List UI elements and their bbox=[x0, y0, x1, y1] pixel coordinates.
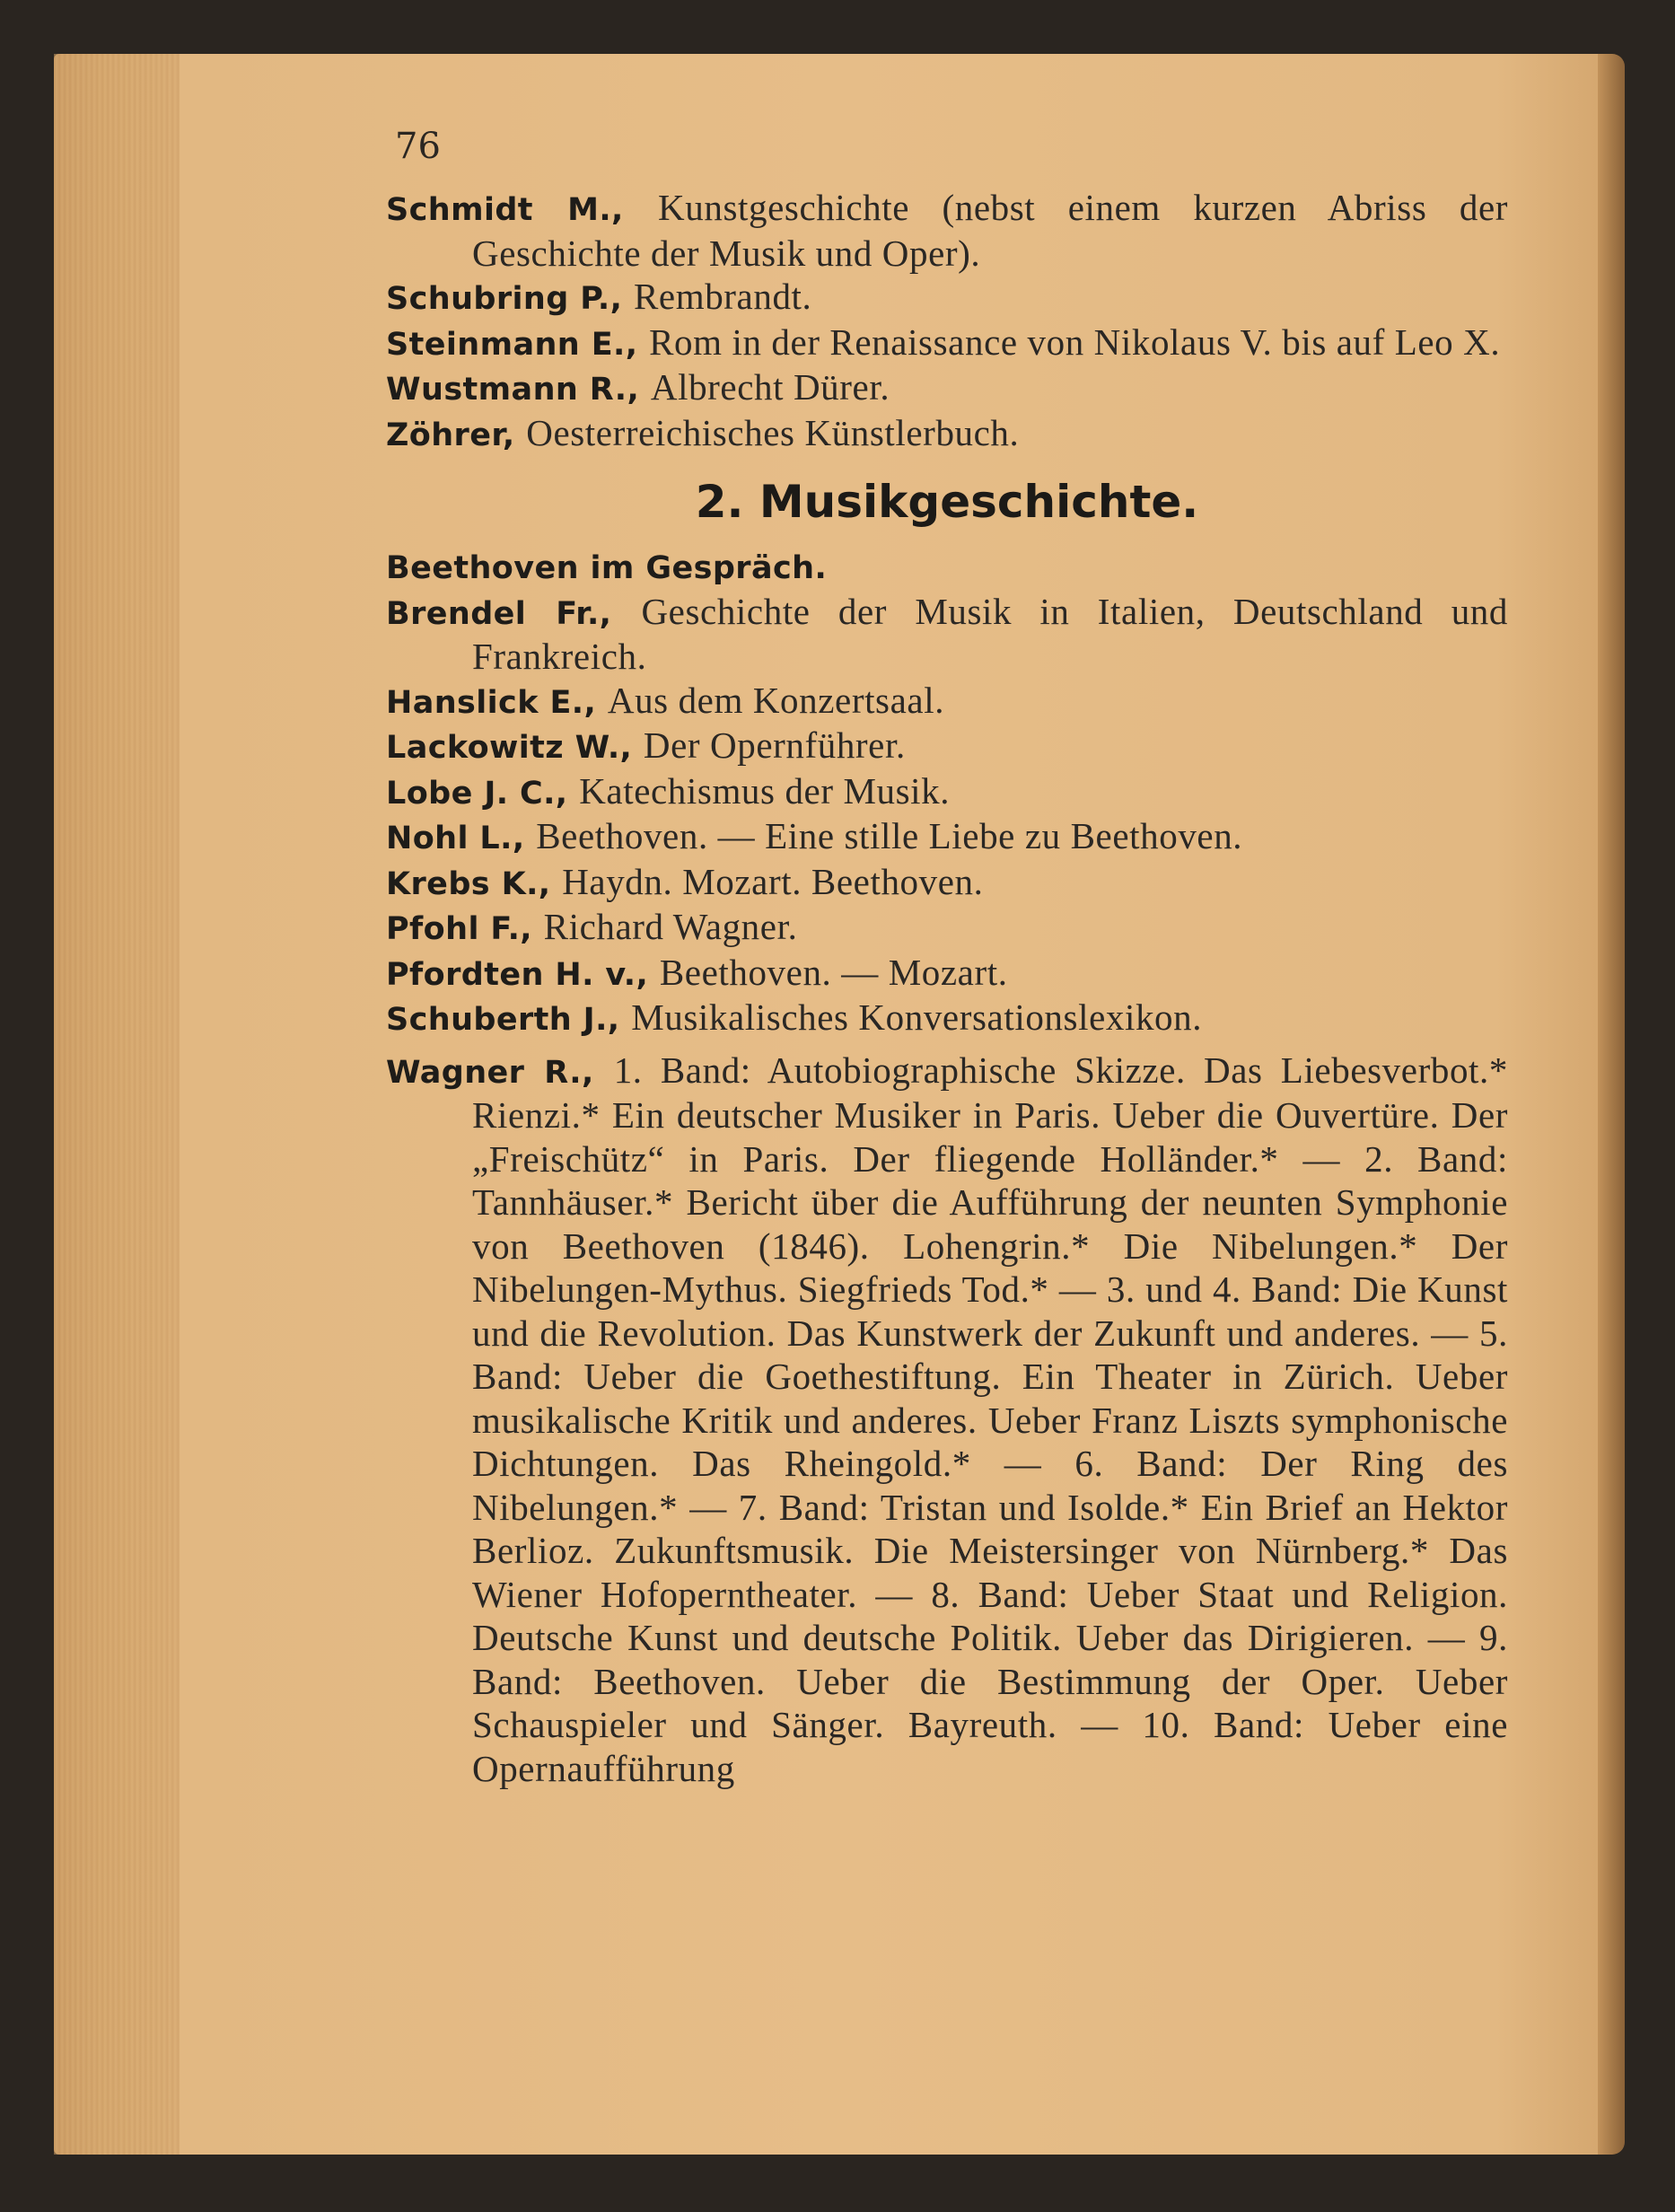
list-item bbox=[386, 724, 1508, 770]
list-item bbox=[386, 321, 1508, 367]
entry-work: Beethoven. — Mozart. bbox=[659, 951, 1008, 993]
entry-work: Geschichte der Musik in Italien, Deutschland und Frankreich. bbox=[472, 590, 1508, 677]
list-item bbox=[386, 187, 1508, 276]
list-item bbox=[386, 815, 1508, 861]
entry-work: Albrecht Dürer. bbox=[650, 366, 890, 408]
entry-work: Aus dem Konzertsaal. bbox=[607, 679, 945, 721]
list-item bbox=[386, 952, 1508, 997]
entry-author: Krebs K., bbox=[386, 865, 551, 902]
entry-work: Rom in der Renaissance von Nikolaus V. bis auf Leo X. bbox=[649, 320, 1501, 363]
entry-author: Schuberth J., bbox=[386, 1002, 620, 1038]
entry-work: Musikalisches Konversationslexikon. bbox=[631, 996, 1203, 1038]
entry-work: Kunstgeschichte (nebst einem kurzen Abriss der Geschichte der Musik und Oper). bbox=[472, 187, 1508, 274]
entry-work: Beethoven. — Eine stille Liebe zu Beethoven. bbox=[536, 815, 1243, 856]
entry-author: Schubring P., bbox=[386, 281, 623, 317]
list-item bbox=[386, 906, 1508, 952]
entry-author: Lobe J. C., bbox=[386, 775, 568, 812]
entry-author: Brendel Fr., bbox=[386, 595, 612, 632]
list-item bbox=[386, 770, 1508, 816]
list-item bbox=[386, 996, 1508, 1042]
page-edge-right bbox=[1598, 54, 1625, 2155]
list-item bbox=[386, 412, 1508, 458]
page-number: 76 bbox=[395, 126, 441, 167]
entry-author: Nohl L., bbox=[386, 821, 525, 856]
entry-work: Haydn. Mozart. Beethoven. bbox=[562, 860, 984, 902]
entry-author: Schmidt M., bbox=[386, 192, 624, 228]
list-item bbox=[386, 861, 1508, 907]
entry-work: Oesterreichisches Künstlerbuch. bbox=[526, 411, 1020, 453]
page-edges-left bbox=[54, 54, 180, 2155]
list-item bbox=[386, 366, 1508, 412]
section-heading: 2. Musikgeschichte. bbox=[695, 476, 1199, 528]
list-item bbox=[386, 1049, 1508, 1792]
bibliography-list bbox=[386, 187, 1508, 1791]
entry-author: Hanslick E., bbox=[386, 684, 597, 721]
spacer bbox=[386, 1042, 1508, 1049]
entry-author: Pfordten H. v., bbox=[386, 956, 649, 993]
list-item bbox=[386, 680, 1508, 725]
entry-work: 1. Band: Autobiographische Skizze. Das Liebesverbot.* Rienzi.* Ein deutscher Musiker in Paris. Ueber die Ouvertüre. Der „Freischütz“ in Paris. Der fliegende Holländer.* — 2. Band: Tannhäuser.* Bericht über die Aufführung der neunten Symphonie von Beethoven (1846). Lohengrin.* Die Nibelungen.* Der Nibelungen-Mythus. Siegfrieds Tod.* — 3. und 4. Band: Die Kunst und die Revolution. Das Kunstwerk der Zukunft und anderes. — 5. Band: Ueber die Goethestiftung. Ein Theater in Zürich. Ueber musikalische Kritik und anderes. Ueber Franz Liszts symphonische Dichtungen. Das Rheingold.* — 6. Band: Der Ring des Nibelungen.* — 7. Band: Tristan und Isolde.* Ein Brief an Hektor Berlioz. Zukunftsmusik. Die Meistersinger von Nürnberg.* Das Wiener Hofoperntheater. — 8. Band: Ueber Staat und Religion. Deutsche Kunst und deutsche Politik. Ueber das Dirigieren. — 9. Band: Beethoven. Ueber die Bestimmung der Oper. Ueber Schauspieler und Sänger. Bayreuth. — 10. Band: Ueber eine Opernaufführung bbox=[472, 1049, 1508, 1789]
list-item bbox=[386, 545, 1508, 591]
entry-author: Lackowitz W., bbox=[386, 730, 633, 766]
list-item bbox=[386, 276, 1508, 321]
entry-author: Zöhrer, bbox=[386, 417, 515, 453]
entry-author: Steinmann E., bbox=[386, 326, 638, 363]
entry-author: Wustmann R., bbox=[386, 372, 640, 408]
entry-author: Beethoven im Gespräch. bbox=[386, 550, 828, 586]
list-item bbox=[386, 591, 1508, 680]
entry-work: Katechismus der Musik. bbox=[579, 769, 951, 812]
entry-author: Pfohl F., bbox=[386, 911, 532, 947]
entry-work: Der Opernführer. bbox=[643, 724, 906, 766]
entry-author: Wagner R., bbox=[386, 1054, 594, 1091]
entry-work: Richard Wagner. bbox=[543, 906, 798, 947]
entry-work: Rembrandt. bbox=[633, 276, 812, 317]
